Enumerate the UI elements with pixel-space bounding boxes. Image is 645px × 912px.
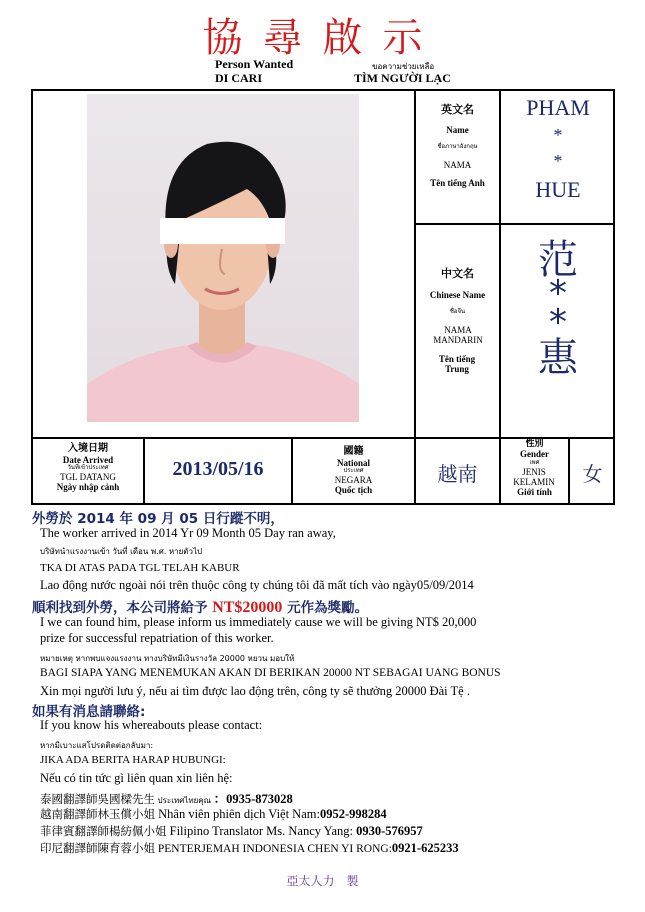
nationality-label-id: NEGARA <box>334 474 373 485</box>
contact-thai-name: 泰國翻譯師吳國樑先生 <box>40 792 155 806</box>
gender-label-th: เพศ <box>529 458 540 466</box>
contact-indonesia <box>40 840 459 856</box>
name-label-zh: 英文名 <box>441 103 474 116</box>
contact-philippines <box>40 823 423 839</box>
contact-philippines-label: Filipino Translator Ms. Nancy Yang: <box>166 824 357 838</box>
poster-title: 協尋啟示 <box>202 15 443 61</box>
nationality-label-vn: Quốc tịch <box>334 485 373 496</box>
missing-line-id: TKA DI ATAS PADA TGL TELAH KABUR <box>40 562 240 574</box>
reward-line-vn: Xin mọi người lưu ý, nếu ai tìm được lao động trên, công ty sẽ thưởng 20000 Đài Tệ . <box>40 684 470 698</box>
gender-label-en: Gender <box>520 449 549 460</box>
reward-line-en2: prize for successful repatriation of this worker. <box>40 631 274 645</box>
missing-line-en: The worker arrived in 2014 Yr 09 Month 05 Day ran away, <box>40 526 336 540</box>
gender-label-id: JENIS KELAMIN <box>513 466 555 487</box>
chinese-label-vn: Tên tiếng Trung <box>438 353 476 374</box>
name-label-vn: Tên tiếng Anh <box>430 178 485 189</box>
person-wanted-label: Person Wanted <box>215 57 294 71</box>
contact-line-en: If you know his whereabouts please contact: <box>40 718 263 732</box>
english-name-line3: * <box>553 150 563 171</box>
contact-line-vn: Nếu có tin tức gì liên quan xin liên hệ: <box>40 771 233 785</box>
date-label-block <box>33 443 143 492</box>
contact-thai <box>40 789 293 807</box>
gender-label-vn: Giới tính <box>517 487 552 498</box>
vn-wanted-label: TÌM NGƯỜI LẠC <box>354 71 451 85</box>
contact-line-th: หากมีเบาะแสโปรดติดต่อกลับมา: <box>40 741 154 750</box>
english-name-line2: * <box>553 125 563 146</box>
contact-vietnam-name: 越南翻譯師林玉償小姐 <box>40 807 155 821</box>
contact-thai-phone[interactable]: ：0935-873028 <box>213 792 293 806</box>
chinese-label-zh: 中文名 <box>441 267 474 280</box>
contact-vietnam <box>40 806 387 822</box>
name-label-id: NAMA <box>443 159 472 170</box>
missing-line-vn: Lao động nước ngoài nói trên thuộc công ty chúng tôi đã mất tích vào ngày05/09/2014 <box>40 578 474 592</box>
chinese-label-id: NAMA MANDARIN <box>433 324 483 346</box>
chinese-name-char3: * <box>549 301 567 343</box>
date-label-id: TGL DATANG <box>60 471 116 482</box>
contact-heading-zh: 如果有消息請聯絡: <box>32 704 146 720</box>
english-name-line4: HUE <box>535 176 581 202</box>
contact-indonesia-name: 印尼翻譯師陳育蓉小姐 <box>40 841 155 855</box>
date-label-vn: Ngày nhập cảnh <box>56 482 120 493</box>
chinese-name-char4: 惠 <box>538 334 578 381</box>
date-label-zh: 入境日期 <box>68 443 108 454</box>
name-label-th: ชื่อภาษาอังกฤษ <box>437 142 478 150</box>
date-label-en: Date Arrived <box>62 454 114 465</box>
chinese-label-en: Chinese Name <box>429 289 486 300</box>
contact-philippines-phone[interactable]: 0930-576957 <box>356 824 423 838</box>
worker-photo <box>87 94 359 422</box>
missing-line-th: บริษัทนำแรงงานเข้า วันที่ เดือน พ.ศ. หายตัวไป <box>40 547 203 556</box>
date-arrived-value: 2013/05/16 <box>172 458 264 480</box>
gender-label-block <box>501 439 568 498</box>
contact-vietnam-phone[interactable]: 0952-998284 <box>319 807 387 821</box>
chinese-name-label-block <box>416 268 499 374</box>
contact-vietnam-label: Nhân viên phiên dịch Việt Nam: <box>155 807 320 821</box>
name-label-en: Name <box>446 124 469 135</box>
gender-value: 女 <box>582 462 603 486</box>
nationality-label-zh: 國籍 <box>343 446 364 457</box>
date-label-th: วันที่เข้าประเทศ <box>67 463 109 471</box>
reward-amount: NT$20000 <box>212 599 283 616</box>
chinese-name-char2: * <box>549 273 567 314</box>
contact-thai-label: ประเทศไทยคุณ <box>155 796 214 805</box>
chinese-name <box>501 237 615 381</box>
reward-line-th: หมายเหตุ หากพบแจงแรงงาน ทางบริษัทมีเงินรางวัล 20000 หยวน มอบให้ <box>40 654 295 663</box>
contact-philippines-name: 菲律賓翻譯師楊紡佩小姐 <box>40 824 167 838</box>
reward-text-a: 順利找到外勞，本公司將給予 <box>32 600 213 616</box>
nationality-label-block <box>293 446 414 495</box>
nationality-value: 越南 <box>437 462 478 486</box>
english-name-line1: PHAM <box>526 95 590 120</box>
contact-line-id: JIKA ADA BERITA HARAP HUBUNGI: <box>40 754 226 766</box>
contact-indonesia-phone[interactable]: 0921-625233 <box>391 841 459 855</box>
gender-label-zh: 性別 <box>525 439 544 449</box>
reward-line-en1: I we can found him, please inform us immediately cause we will be giving NT$ 20,000 <box>40 615 477 629</box>
english-name <box>501 96 615 202</box>
nationality-label-th: ประเทศ <box>343 466 364 474</box>
reward-text-b: 元作為獎勵。 <box>282 600 369 616</box>
thai-wanted-label: ขอความช่วยเหลือ <box>372 62 435 71</box>
footer-credit: 亞太人力 製 <box>286 874 359 888</box>
chinese-label-th: ชื่อจีน <box>449 307 466 315</box>
name-label-block <box>416 104 499 189</box>
contact-indonesia-label: PENTERJEMAH INDONESIA CHEN YI RONG: <box>155 843 392 855</box>
di-cari-label: DI CARI <box>215 71 263 85</box>
missing-line-zh: 外勞於 2014 年 09 月 05 日行蹤不明， <box>32 511 284 527</box>
chinese-name-char1: 范 <box>538 237 578 283</box>
reward-line-zh <box>32 596 368 617</box>
nationality-label-en: National <box>336 457 370 468</box>
reward-line-id: BAGI SIAPA YANG MENEMUKAN AKAN DI BERIKAN 20000 NT SEBAGAI UANG BONUS <box>40 667 501 679</box>
